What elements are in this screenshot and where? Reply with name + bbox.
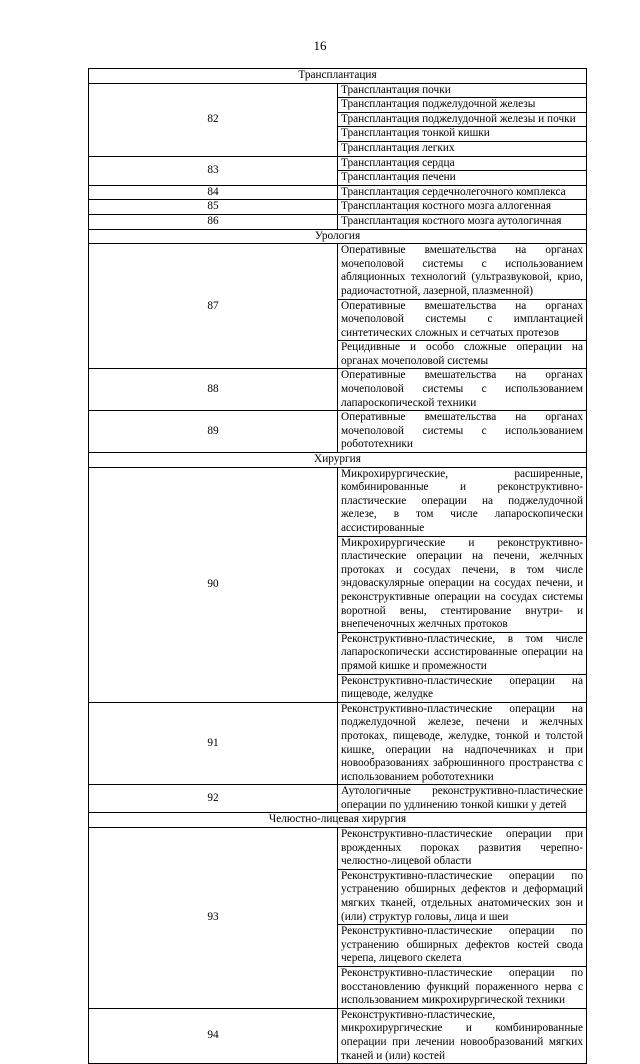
procedure-description: Реконструктивно-пластические операции на поджелудочной железе, печени и желчных протоках, пищеводе, желудке, тонкой и толстой кишке, операции на надпочечниках и при новообразованиях забрюшинного пространства с использованием робототехники	[338, 702, 587, 785]
procedure-description: Реконструктивно-пластические, микрохирургические и комбинированные операции при лечении новообразований мягких тканей и (или) костей	[338, 1008, 587, 1063]
procedure-description: Трансплантация костного мозга аллогенная	[338, 200, 587, 215]
procedure-description: Трансплантация печени	[338, 171, 587, 186]
section-header-row	[89, 69, 587, 84]
table-row	[89, 467, 587, 536]
table-row	[89, 185, 587, 200]
procedure-description: Оперативные вмешательства на органах мочеполовой системы с имплантацией синтетических сложных и сетчатых протезов	[338, 299, 587, 341]
row-number: 87	[89, 244, 338, 369]
procedure-description: Трансплантация поджелудочной железы и почки	[338, 112, 587, 127]
procedure-description: Оперативные вмешательства на органах мочеполовой системы с использованием лапароскопической техники	[338, 369, 587, 411]
row-number: 84	[89, 185, 338, 200]
row-number: 86	[89, 214, 338, 229]
section-title: Урология	[89, 229, 587, 244]
section-header-row	[89, 229, 587, 244]
procedure-description: Реконструктивно-пластические операции по устранению обширных дефектов костей свода черепа, лицевого скелета	[338, 925, 587, 967]
procedure-description: Трансплантация легких	[338, 141, 587, 156]
table-row	[89, 1008, 587, 1063]
row-number: 83	[89, 156, 338, 185]
row-number: 88	[89, 369, 338, 411]
procedure-description: Реконструктивно-пластические операции по устранению обширных дефектов и деформаций мягких тканей, отдельных анатомических зон и (или) структур головы, лица и шеи	[338, 869, 587, 924]
row-number: 82	[89, 83, 338, 156]
section-header-row	[89, 453, 587, 468]
row-number: 90	[89, 467, 338, 702]
procedure-description: Реконструктивно-пластические операции на пищеводе, желудке	[338, 674, 587, 702]
procedure-description: Трансплантация поджелудочной железы	[338, 98, 587, 113]
procedure-description: Реконструктивно-пластические операции при врожденных пороках развития черепно-челюстно-лицевой области	[338, 828, 587, 870]
procedure-description: Реконструктивно-пластические, в том числе лапароскопически ассистированные операции на прямой кишке и промежности	[338, 632, 587, 674]
procedure-description: Оперативные вмешательства на органах мочеполовой системы с использованием робототехники	[338, 411, 587, 453]
table-row	[89, 828, 587, 870]
row-number: 92	[89, 785, 338, 813]
procedure-description: Оперативные вмешательства на органах мочеполовой системы с использованием абляционных технологий (ультразвуковой, крио, радиочастотной, лазерной, плазменной)	[338, 244, 587, 299]
page-number: 16	[313, 38, 327, 53]
procedure-description: Микрохирургические, расширенные, комбинированные и реконструктивно-пластические операции на поджелудочной железе, в том числе лапароскопически ассистированные	[338, 467, 587, 536]
row-number: 89	[89, 411, 338, 453]
row-number: 94	[89, 1008, 338, 1063]
row-number: 91	[89, 702, 338, 785]
procedure-description: Рецидивные и особо сложные операции на органах мочеполовой системы	[338, 341, 587, 369]
procedure-description: Трансплантация костного мозга аутологичная	[338, 214, 587, 229]
procedure-description: Трансплантация тонкой кишки	[338, 127, 587, 142]
table-row	[89, 200, 587, 215]
table-row	[89, 83, 587, 98]
section-title: Челюстно-лицевая хирургия	[89, 813, 587, 828]
section-title: Хирургия	[89, 453, 587, 468]
procedure-description: Трансплантация сердечнолегочного комплекса	[338, 185, 587, 200]
section-title: Трансплантация	[89, 69, 587, 84]
table-row	[89, 244, 587, 299]
table-row	[89, 369, 587, 411]
table-row	[89, 156, 587, 171]
table-row	[89, 702, 587, 785]
table-row	[89, 214, 587, 229]
procedure-description: Трансплантация сердца	[338, 156, 587, 171]
procedure-description: Реконструктивно-пластические операции по восстановлению функций пораженного нерва с использованием микрохирургической техники	[338, 967, 587, 1009]
procedure-description: Трансплантация почки	[338, 83, 587, 98]
procedure-description: Аутологичные реконструктивно-пластические операции по удлинению тонкой кишки у детей	[338, 785, 587, 813]
procedures-table	[88, 68, 587, 1064]
procedure-description: Микрохирургические и реконструктивно-пластические операции на печени, желчных протоках и сосудах печени, в том числе эндоваскулярные операции на сосудах печени, и реконструктивные операции на сосудах системы воротной вены, стентирование внутри- и внепеченочных желчных протоков	[338, 536, 587, 632]
row-number: 85	[89, 200, 338, 215]
row-number: 93	[89, 828, 338, 1009]
table-row	[89, 411, 587, 453]
section-header-row	[89, 813, 587, 828]
table-row	[89, 785, 587, 813]
